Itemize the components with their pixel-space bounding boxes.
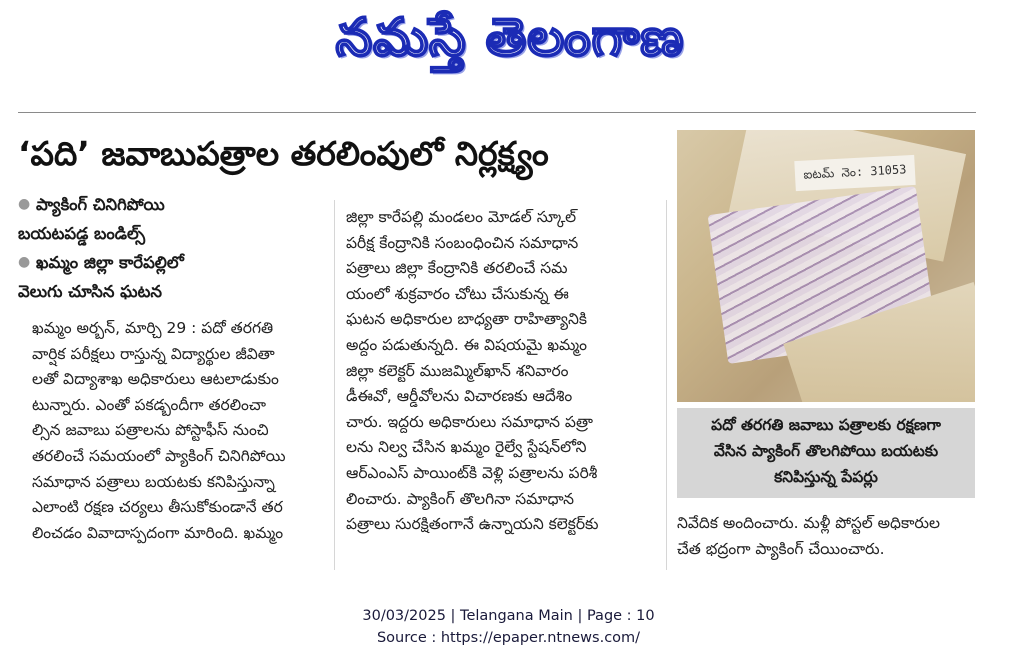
article-photo <box>677 130 975 402</box>
body-line: పత్రాలు సురక్షితంగానే ఉన్నాయని కలెక్టర్‌కు <box>346 515 599 534</box>
highlight-item-continued <box>18 277 323 306</box>
body-line: ఆర్ఎంఎస్ పాయింట్‌కి వెళ్లి పత్రాలను పరిశీ <box>346 463 598 482</box>
body-line: ల్సిన జవాబు పత్రాలను పోస్టాఫీస్ నుంచి <box>32 421 269 440</box>
edition-info: 30/03/2025 | Telangana Main | Page : 10 <box>362 608 655 624</box>
body-line: ఖమ్మం అర్బన్, మార్చి 29 : పదో తరగతి <box>32 319 274 337</box>
body-line: పరీక్ష కేంద్రానికి సంబంధించిన సమాధాన <box>346 233 579 252</box>
newspaper-masthead: నమస్తే తెలంగాణ <box>335 7 685 68</box>
body-line: చారు. ఇద్దరు అధికారులు సమాధాన పత్రా <box>346 412 593 431</box>
body-line: యంలో శుక్రవారం చోటు చేసుకున్న ఈ <box>346 284 569 303</box>
highlight-item <box>18 248 323 277</box>
bullet-icon: ● <box>18 196 31 212</box>
body-line: లించడం వివాదాస్పదంగా మారింది. ఖమ్మం <box>32 523 284 542</box>
source-link[interactable]: Source : https://epaper.ntnews.com/ <box>376 630 641 646</box>
column-divider <box>334 200 335 570</box>
body-line: పత్రాలు జిల్లా కేంద్రానికి తరలించే సమ <box>346 259 568 278</box>
article-column-middle <box>346 205 658 538</box>
body-line: టున్నారు. ఎంతో పకడ్బందీగా తరలించా <box>32 395 266 414</box>
body-line: లను నిల్వ చేసిన ఖమ్మం రైల్వే స్టేషన్‌లోని <box>346 438 587 457</box>
body-line: లతో విద్యాశాఖ అధికారులు ఆటలాడుకుం <box>32 370 279 389</box>
body-line: సమాధాన పత్రాలు బయటకు కనిపిస్తున్నా <box>32 472 275 491</box>
body-line: డీఈవో, ఆర్డీవోలను విచారణకు ఆదేశిం <box>346 387 573 406</box>
body-line: అద్దం పడుతున్నది. ఈ విషయమై ఖమ్మం <box>346 335 587 354</box>
caption-line: వేసిన ప్యాకింగ్ తొలగిపోయి బయటకు <box>713 442 939 460</box>
photo-parcel-label: ఐటమ్ నెం: 31053 <box>794 155 915 191</box>
body-line: జిల్లా కారేపల్లి మండలం మోడల్ స్కూల్ <box>346 208 577 226</box>
body-line: జిల్లా కలెక్టర్ ముజమ్మిల్‌ఖాన్ శనివారం <box>346 361 569 380</box>
body-line: ఎలాంటి రక్షణ చర్యలు తీసుకోకుండానే తర <box>32 498 283 517</box>
highlight-item-continued <box>18 219 323 248</box>
body-line: నివేదిక అందించారు. మళ్లీ పోస్టల్ అధికారుల <box>677 514 940 532</box>
column-divider <box>666 200 667 570</box>
body-line: వార్షిక పరీక్షలు రాస్తున్న విద్యార్థుల జీవితా <box>32 344 275 363</box>
highlight-text: వెలుగు చూసిన ఘటన <box>18 282 162 301</box>
body-line: లించారు. ప్యాకింగ్ తొలగినా సమాధాన <box>346 489 575 508</box>
bullet-icon: ● <box>18 254 31 270</box>
caption-line: పదో తరగతి జవాబు పత్రాలకు రక్షణగా <box>711 416 941 434</box>
article-headline: ‘పది’ జవాబుపత్రాల తరలింపులో నిర్లక్ష్యం <box>18 134 549 173</box>
body-line: చేత భద్రంగా ప్యాకింగ్ చేయించారు. <box>677 539 885 558</box>
article-column-right <box>677 511 979 562</box>
highlight-text: బయటపడ్డ బండిల్స్ <box>18 224 146 243</box>
body-line: తరలించే సమయంలో ప్యాకింగ్ చినిగిపోయి <box>32 446 286 465</box>
highlight-text: ప్యాకింగ్ చినిగిపోయి <box>36 195 165 214</box>
article-highlights <box>18 190 323 306</box>
body-line: ఘటన అధికారుల బాధ్యతా రాహిత్యానికి <box>346 310 587 329</box>
masthead-divider <box>18 112 976 113</box>
article-column-left <box>32 316 322 546</box>
caption-line: కనిపిస్తున్న పేపర్లు <box>774 468 878 486</box>
photo-caption <box>677 408 975 498</box>
highlight-text: ఖమ్మం జిల్లా కారేపల్లిలో <box>36 253 184 272</box>
highlight-item <box>18 190 323 219</box>
